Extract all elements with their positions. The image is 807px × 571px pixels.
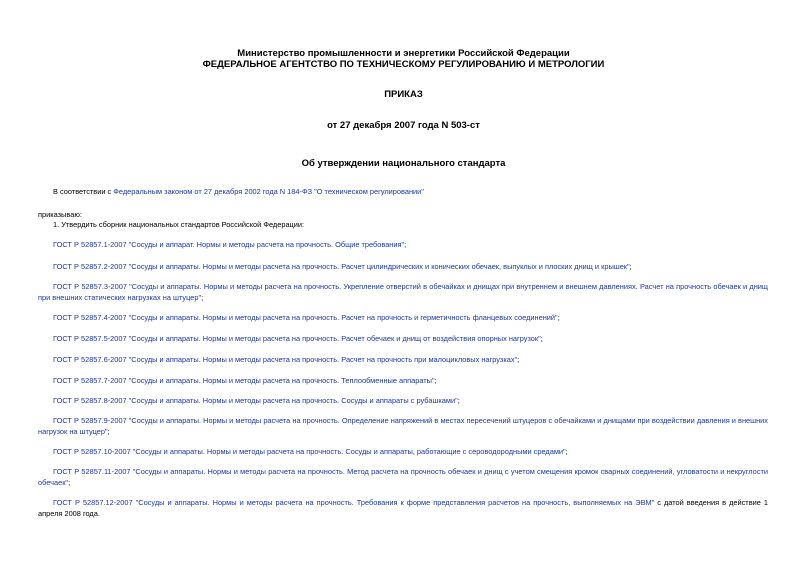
standard-item: ГОСТ Р 52857.10-2007 "Сосуды и аппараты. Нормы и методы расчета на прочность. Сосуды и аппараты, работающие с сероводородными средами";	[53, 447, 568, 456]
standard-link[interactable]: ГОСТ Р 52857.4-2007 "Сосуды и аппараты. Нормы и методы расчета на прочность. Расчет на прочность и герметичность фланцевых соединений"	[53, 313, 558, 322]
standard-item: ГОСТ Р 52857.12-2007 "Сосуды и аппараты. Нормы и методы расчета на прочность. Требования к форме представления расчетов на прочность, выполняемых на ЭВМ" с датой введения в действие 1 апреля 2008 года.	[38, 498, 768, 518]
standard-link[interactable]: ГОСТ Р 52857.2-2007 "Сосуды и аппараты. Нормы и методы расчета на прочность. Расчет цилиндрических и конических обечаек, выпуклых и плоских днищ и крышек"	[53, 262, 630, 271]
intro-paragraph	[53, 187, 424, 198]
standard-link[interactable]: ГОСТ Р 52857.10-2007 "Сосуды и аппараты. Нормы и методы расчета на прочность. Сосуды и аппараты, работающие с сероводородными средами"	[53, 447, 566, 456]
order-word: приказываю:	[38, 210, 82, 219]
standard-item: ГОСТ Р 52857.1-2007 "Сосуды и аппарат. Нормы и методы расчета на прочность. Общие требования";	[53, 240, 407, 249]
standard-link[interactable]: ГОСТ Р 52857.6-2007 "Сосуды и аппараты. Нормы и методы расчета на прочность. Расчет на прочность при малоцикловых нагрузках"	[53, 355, 518, 364]
standard-link[interactable]: ГОСТ Р 52857.11-2007 "Сосуды и аппараты. Нормы и методы расчета на прочность. Метод расчета на прочность обечаек и днищ с учетом смещения кромок сварных соединений, угловатости и некруглости обечаек"	[38, 467, 768, 487]
document-type: ПРИКАЗ	[384, 89, 423, 100]
standard-item: ГОСТ Р 52857.11-2007 "Сосуды и аппараты. Нормы и методы расчета на прочность. Метод расчета на прочность обечаек и днищ с учетом смещения кромок сварных соединений, угловатости и некруглости обечаек";	[38, 467, 768, 487]
federal-law-link[interactable]: Федеральным законом от 27 декабря 2002 года N 184-ФЗ "О техническом регулировании"	[113, 187, 424, 196]
intro-prefix: В соответствии с	[53, 187, 114, 196]
standard-item: ГОСТ Р 52857.2-2007 "Сосуды и аппараты. Нормы и методы расчета на прочность. Расчет цилиндрических и конических обечаек, выпуклых и плоских днищ и крышек";	[53, 262, 632, 271]
agency-heading: ФЕДЕРАЛЬНОЕ АГЕНТСТВО ПО ТЕХНИЧЕСКОМУ РЕГУЛИРОВАНИЮ И МЕТРОЛОГИИ	[202, 59, 605, 70]
standard-item: ГОСТ Р 52857.8-2007 "Сосуды и аппараты. Нормы и методы расчета на прочность. Сосуды и аппараты с рубашками";	[53, 396, 460, 405]
standard-link[interactable]: ГОСТ Р 52857.12-2007 "Сосуды и аппараты. Нормы и методы расчета на прочность. Требования к форме представления расчетов на прочность, выполняемых на ЭВМ"	[53, 498, 655, 507]
standard-link[interactable]: ГОСТ Р 52857.5-2007 "Сосуды и аппараты. Нормы и методы расчета на прочность. Расчет обечаек и днищ от воздействия опорных нагрузок"	[53, 334, 541, 343]
item-1: 1. Утвердить сборник национальных стандартов Российской Федерации:	[53, 220, 305, 229]
standard-item: ГОСТ Р 52857.6-2007 "Сосуды и аппараты. Нормы и методы расчета на прочность. Расчет на прочность при малоцикловых нагрузках";	[53, 355, 520, 364]
standard-link[interactable]: ГОСТ Р 52857.3-2007 "Сосуды и аппараты. Нормы и методы расчета на прочность. Укрепление отверстий в обечайках и днищах при внутреннем и внешнем давлениях. Расчет на прочность обечаек и днищ при внешних статических нагрузках на штуцер"	[38, 282, 768, 302]
document-subject: Об утверждении национального стандарта	[301, 158, 506, 169]
standard-link[interactable]: ГОСТ Р 52857.1-2007 "Сосуды и аппарат. Нормы и методы расчета на прочность. Общие требования"	[53, 240, 405, 249]
standard-item: ГОСТ Р 52857.4-2007 "Сосуды и аппараты. Нормы и методы расчета на прочность. Расчет на прочность и герметичность фланцевых соединений";	[53, 313, 560, 322]
standard-link[interactable]: ГОСТ Р 52857.9-2007 "Сосуды и аппараты. Нормы и методы расчета на прочность. Определение напряжений в местах пересечений штуцеров с обечайками и днищами при воздействии давления и внешних нагрузок на штуцер"	[38, 416, 768, 436]
standard-link[interactable]: ГОСТ Р 52857.8-2007 "Сосуды и аппараты. Нормы и методы расчета на прочность. Сосуды и аппараты с рубашками"	[53, 396, 458, 405]
standard-link[interactable]: ГОСТ Р 52857.7-2007 "Сосуды и аппараты. Нормы и методы расчета на прочность. Теплообменные аппараты"	[53, 376, 435, 385]
standard-item: ГОСТ Р 52857.9-2007 "Сосуды и аппараты. Нормы и методы расчета на прочность. Определение напряжений в местах пересечений штуцеров с обечайками и днищами при воздействии давления и внешних нагрузок на штуцер";	[38, 416, 768, 436]
standard-item: ГОСТ Р 52857.3-2007 "Сосуды и аппараты. Нормы и методы расчета на прочность. Укрепление отверстий в обечайках и днищах при внутреннем и внешнем давлениях. Расчет на прочность обечаек и днищ при внешних статических нагрузках на штуцер";	[38, 282, 768, 302]
document-date: от 27 декабря 2007 года N 503-ст	[327, 120, 480, 131]
ministry-heading: Министерство промышленности и энергетики Российской Федерации	[237, 48, 570, 59]
standard-item: ГОСТ Р 52857.5-2007 "Сосуды и аппараты. Нормы и методы расчета на прочность. Расчет обечаек и днищ от воздействия опорных нагрузок";	[53, 334, 543, 343]
standard-item: ГОСТ Р 52857.7-2007 "Сосуды и аппараты. Нормы и методы расчета на прочность. Теплообменные аппараты";	[53, 376, 437, 385]
